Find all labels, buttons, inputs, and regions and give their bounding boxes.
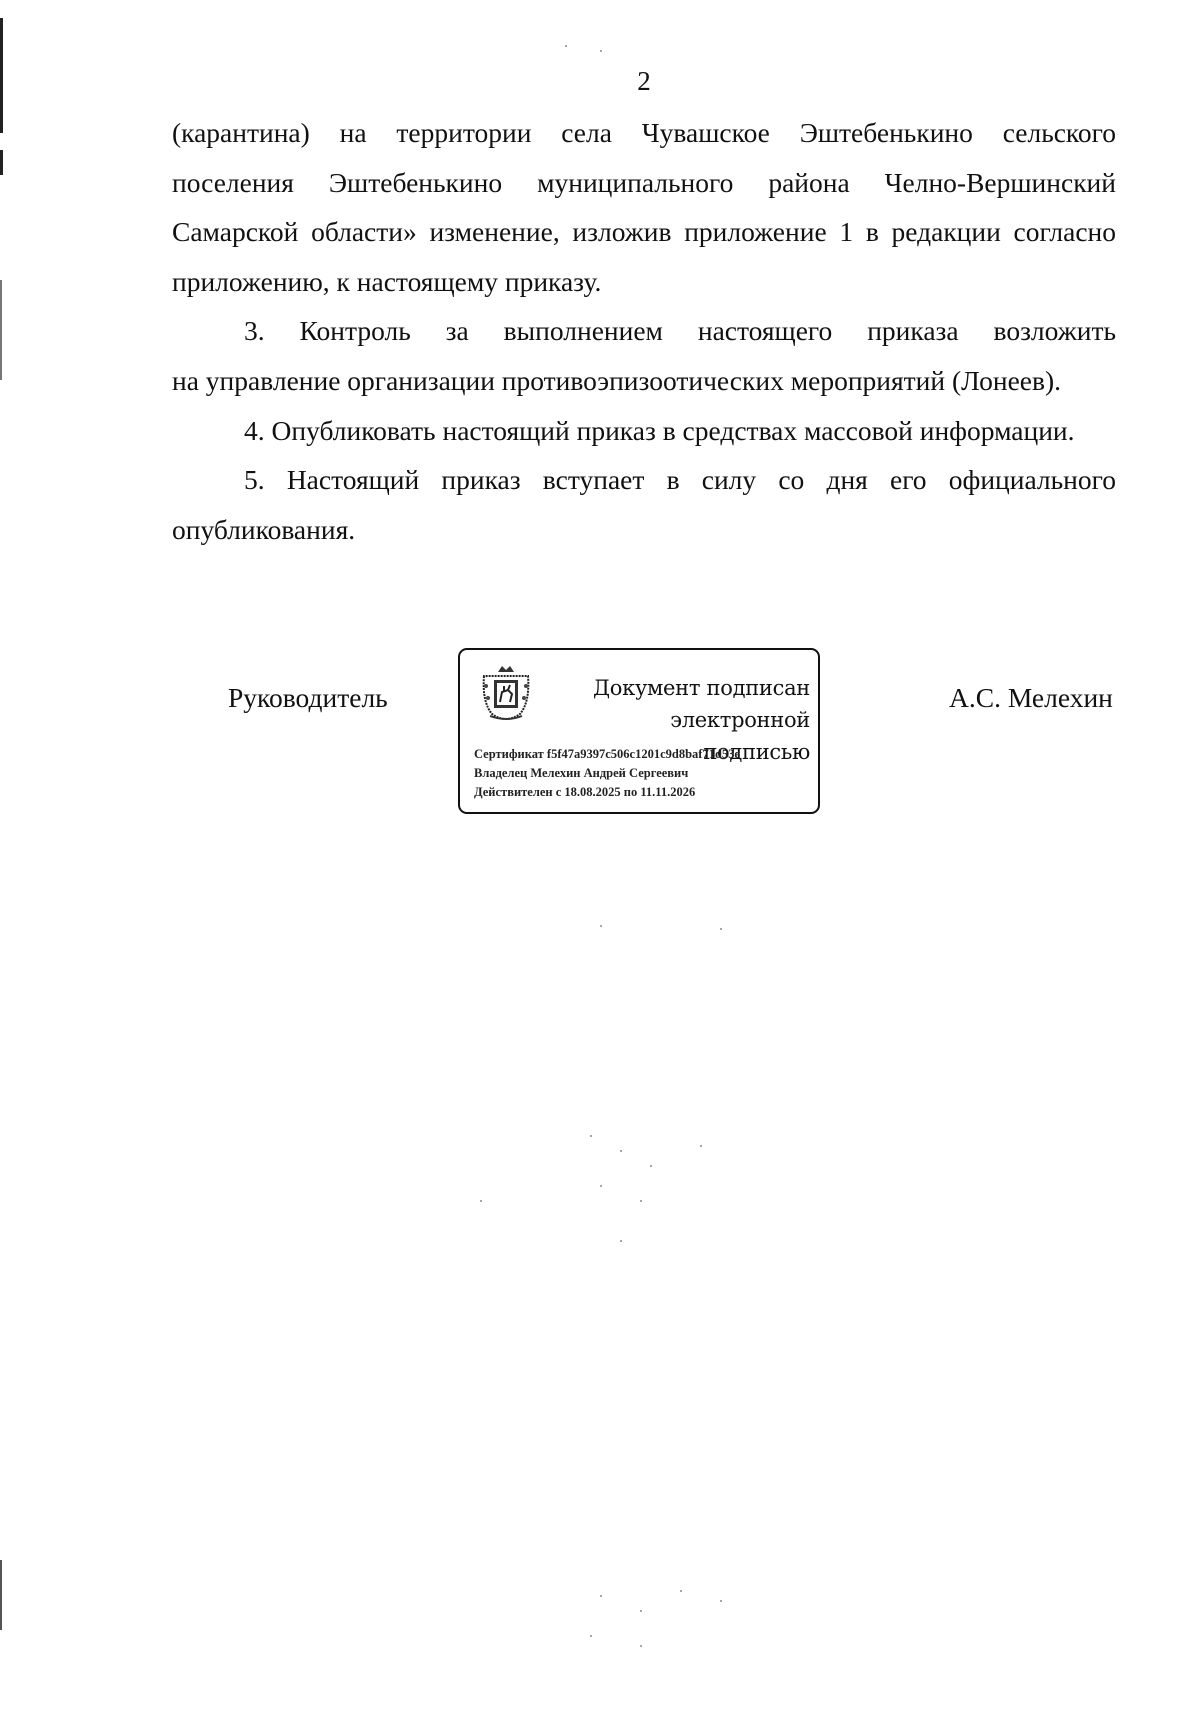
scan-noise	[565, 45, 567, 47]
scan-noise	[720, 928, 722, 930]
certificate-number: Сертификат f5f47a9397c506c1201c9d8baf71d53e	[474, 747, 740, 761]
scan-noise	[620, 1150, 622, 1152]
certificate-validity: Действителен с 18.08.2025 по 11.11.2026	[474, 785, 696, 799]
item-3	[172, 306, 1116, 405]
signer-name: А.С. Мелехин	[949, 682, 1113, 713]
item-5	[172, 455, 1116, 554]
scan-noise	[600, 1595, 602, 1597]
stamp-title-line: электронной подписью	[670, 708, 810, 764]
text-line: опубликования.	[172, 513, 356, 545]
item-4	[172, 406, 1116, 456]
scan-noise	[640, 1610, 642, 1612]
scan-noise	[680, 1590, 682, 1592]
certificate-owner: Владелец Мелехин Андрей Сергеевич	[474, 766, 689, 780]
text-line: поселения Эштебенькино муниципального района Челно-Вершинский	[172, 166, 1116, 198]
text-line: 5. Настоящий приказ вступает в силу со дня его официального	[244, 464, 1116, 496]
scan-edge-mark	[0, 280, 2, 380]
text-line: (карантина) на территории села Чувашское Эштебенькино сельского	[172, 117, 1116, 148]
text-line: на управление организации противоэпизоотических мероприятий (Лонеев).	[172, 364, 1061, 396]
scan-noise	[700, 1145, 702, 1147]
text-line: Самарской области» изменение, изложив приложение 1 в редакции согласно	[172, 216, 1116, 248]
scan-noise	[650, 1165, 652, 1167]
scan-noise	[720, 1600, 722, 1602]
paragraph-continuation	[172, 108, 1116, 306]
scan-noise	[600, 925, 602, 927]
scan-noise	[620, 1240, 622, 1242]
scan-noise	[480, 1200, 482, 1202]
stamp-details	[474, 745, 740, 802]
scan-noise	[640, 1645, 642, 1647]
text-line: 4. Опубликовать настоящий приказ в средствах массовой информации.	[244, 414, 1075, 446]
scan-noise	[600, 50, 602, 52]
electronic-signature-stamp	[458, 648, 820, 814]
coat-of-arms-icon	[478, 662, 534, 726]
document-body	[172, 108, 1116, 554]
scan-edge-mark	[0, 1560, 2, 1630]
scan-noise	[600, 1185, 602, 1187]
text-line: приложению, к настоящему приказу.	[172, 265, 602, 297]
stamp-title-line: Документ подписан	[593, 676, 810, 700]
scan-edge-mark	[0, 150, 3, 175]
text-line: 3. Контроль за выполнением настоящего приказа возложить	[244, 315, 1116, 347]
scan-noise	[590, 1635, 592, 1637]
signer-position: Руководитель	[228, 682, 388, 713]
scan-noise	[590, 1135, 592, 1137]
page-number: 2	[637, 66, 651, 96]
scan-noise	[640, 1200, 642, 1202]
